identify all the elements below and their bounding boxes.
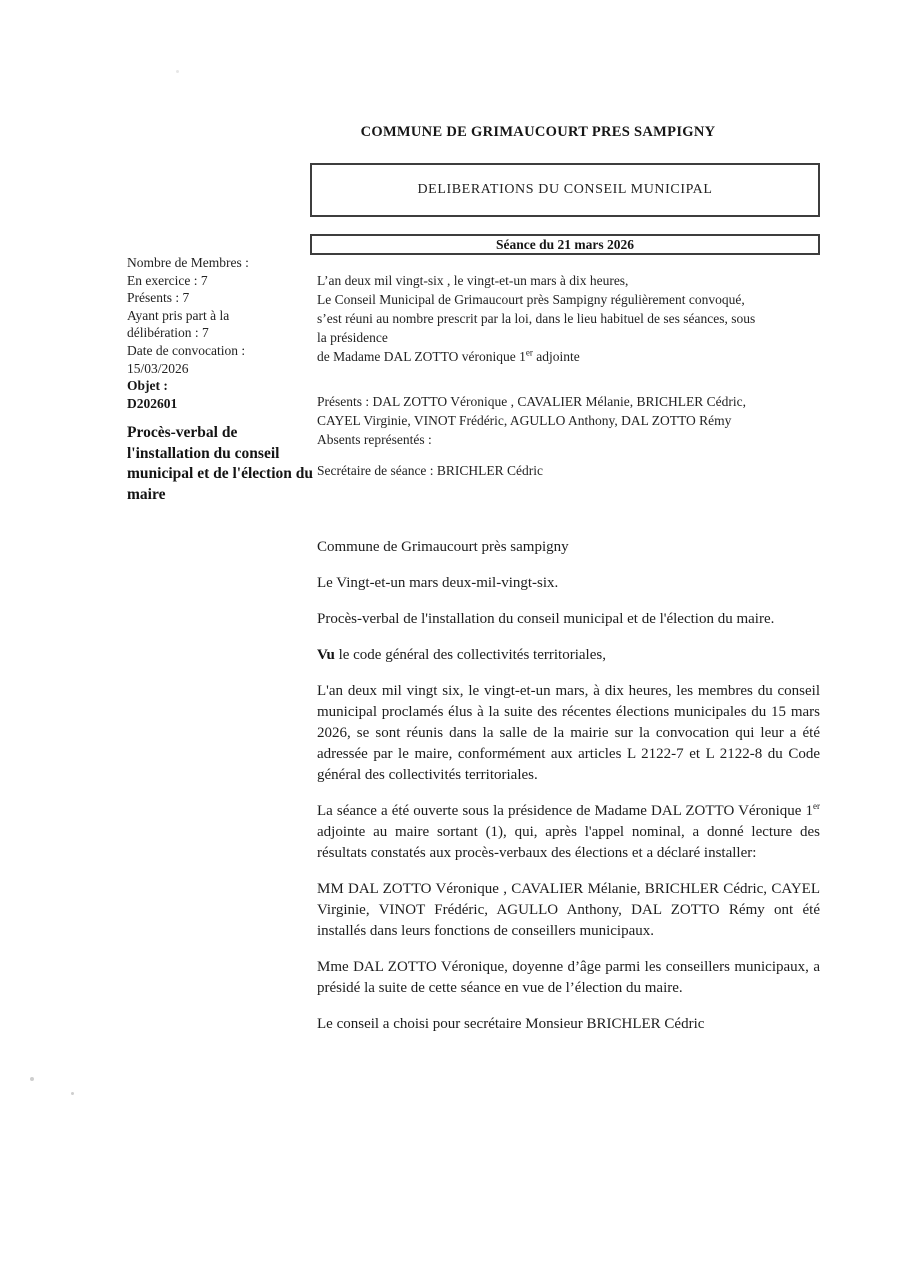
scan-speck: [30, 1077, 34, 1081]
intro-line: s’est réuni au nombre prescrit par la loi, dans le lieu habituel de ses séances, sous: [317, 311, 756, 326]
commune-title: COMMUNE DE GRIMAUCOURT PRES SAMPIGNY: [360, 124, 716, 140]
seance-frame: [310, 234, 820, 255]
opening-text-suffix: adjointe au maire sortant (1), qui, après l'appel nominal, a donné lecture des résultats constatés aux procès-verbaux des élections et a déclaré installer:: [317, 824, 820, 861]
body-commune-line: Commune de Grimaucourt près sampigny: [317, 539, 569, 555]
intro-block: [317, 271, 829, 366]
deliberations-title: DELIBERATIONS DU CONSEIL MUNICIPAL: [417, 182, 713, 197]
body-subject-line: Procès-verbal de l'installation du conseil municipal et de l'élection du maire.: [317, 611, 775, 627]
vu-text: le code général des collectivités territoriales,: [334, 647, 606, 663]
doyenne-paragraph: Mme DAL ZOTTO Véronique, doyenne d’âge parmi les conseillers municipaux, a présidé la suite de cette séance en vue de l’élection du maire.: [317, 959, 820, 996]
presents-line: Présents : DAL ZOTTO Véronique , CAVALIER Mélanie, BRICHLER Cédric,: [317, 394, 746, 409]
objet-label: Objet :: [127, 378, 168, 394]
body-date-line: Le Vingt-et-un mars deux-mil-vingt-six.: [317, 575, 559, 591]
intro-line: Le Conseil Municipal de Grimaucourt près Sampigny régulièrement convoqué,: [317, 292, 745, 307]
president-line-suffix: adjointe: [532, 349, 580, 364]
president-line: [317, 347, 829, 366]
secretary-line: Secrétaire de séance : BRICHLER Cédric: [317, 463, 544, 478]
presents-line-continued: CAYEL Virginie, VINOT Frédéric, AGULLO Anthony, DAL ZOTTO Rémy: [317, 413, 732, 428]
in-office-count: En exercice : 7: [127, 272, 208, 288]
opening-paragraph: [317, 801, 820, 864]
president-line-text: de Madame DAL ZOTTO véronique 1: [317, 349, 526, 364]
convocation-date-label: Date de convocation :: [127, 342, 246, 358]
scan-speck: [176, 70, 179, 73]
document-body: [317, 537, 820, 1050]
installation-paragraph: MM DAL ZOTTO Véronique , CAVALIER Mélanie, BRICHLER Cédric, CAYEL Virginie, VINOT Frédéric, AGULLO Anthony, DAL ZOTTO Rémy ont été installés dans leurs fonctions de conseillers municipaux.: [317, 881, 820, 939]
objet-reference: D202601: [127, 395, 178, 411]
ordinal-superscript: er: [813, 801, 820, 811]
deliberation-subject: Procès-verbal de l'installation du conseil municipal et de l'élection du maire: [127, 424, 313, 503]
deliberation-count-line2: délibération : 7: [127, 325, 209, 341]
intro-line: L’an deux mil vingt-six , le vingt-et-un mars à dix heures,: [317, 273, 629, 288]
deliberations-frame: [310, 163, 820, 217]
intro-line: la présidence: [317, 330, 388, 345]
attendance-block: [317, 392, 829, 449]
members-count-label: Nombre de Membres :: [127, 255, 249, 270]
absents-line: Absents représentés :: [317, 432, 432, 447]
vu-keyword: Vu: [317, 647, 335, 663]
sidebar-meta: [127, 254, 319, 505]
convocation-date-value: 15/03/2026: [127, 360, 189, 376]
opening-text: La séance a été ouverte sous la présidence de Madame DAL ZOTTO Véronique 1: [317, 803, 813, 819]
convocation-paragraph: L'an deux mil vingt six, le vingt-et-un mars, à dix heures, les membres du conseil municipal proclamés élus à la suite des récentes élections municipales du 15 mars 2026, se sont réunis dans la salle de la mairie sur la convocation qui leur a été adressée par le maire, conformément aux articles L 2122-7 et L 2122-8 du Code général des collectivités territoriales.: [317, 683, 820, 783]
vu-paragraph: [317, 645, 820, 666]
secretary-choice-paragraph: Le conseil a choisi pour secrétaire Monsieur BRICHLER Cédric: [317, 1016, 705, 1032]
ordinal-superscript: er: [525, 347, 533, 358]
present-count: Présents : 7: [127, 290, 190, 306]
deliberation-count-line1: Ayant pris part à la: [127, 307, 230, 323]
scan-speck: [71, 1092, 74, 1095]
seance-date: Séance du 21 mars 2026: [496, 237, 634, 252]
